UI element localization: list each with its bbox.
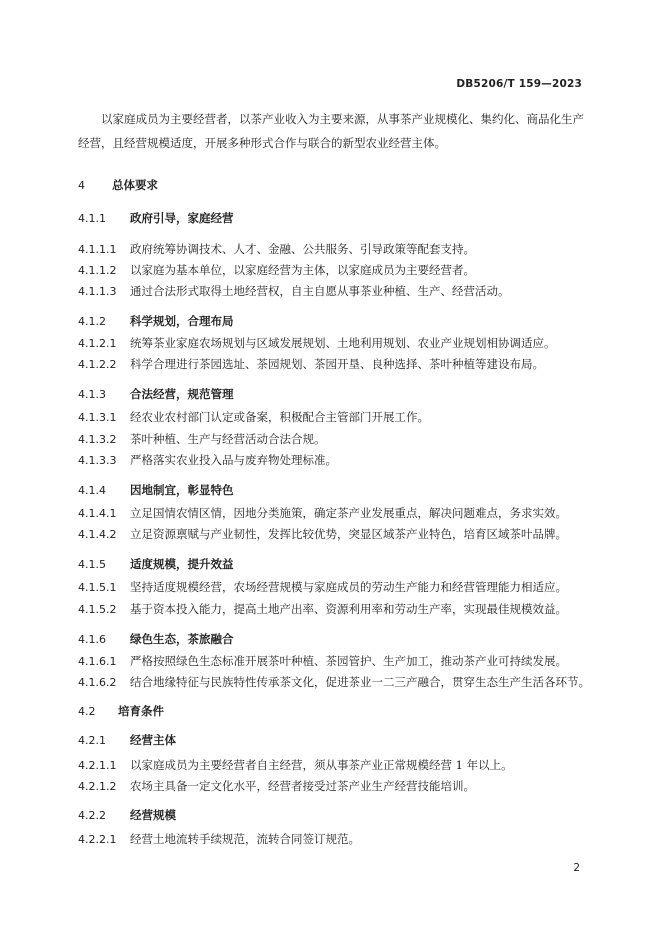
clause-number: 4.1.1.2 bbox=[78, 264, 117, 277]
clause-item bbox=[78, 526, 567, 542]
clause-item bbox=[78, 283, 510, 299]
clause-item bbox=[78, 757, 513, 773]
clause-text: 结合地缘特征与民族特性传承茶文化，促进茶业一二三产融合，贯穿生态生产生活各环节。 bbox=[130, 675, 590, 689]
clause-text: 政府统筹协调技术、人才、金融、公共服务、引导政策等配套支持。 bbox=[130, 242, 475, 256]
clause-text: 严格按照绿色生态标准开展茶叶种植、茶园管护、生产加工，推动茶产业可持续发展。 bbox=[130, 654, 567, 668]
clause-text: 立足国情农情区情，因地分类施策，确定茶产业发展重点，解决问题难点，务求实效。 bbox=[130, 506, 567, 520]
clause-number: 4.1.6.1 bbox=[78, 655, 117, 668]
section-heading bbox=[78, 177, 158, 193]
clause-number: 4.1.5.2 bbox=[78, 603, 117, 616]
clause-number: 4.1.6.2 bbox=[78, 676, 117, 689]
clause-number: 4 bbox=[78, 179, 85, 192]
clause-text: 基于资本投入能力，提高土地产出率、资源利用率和劳动生产率，实现最佳规模效益。 bbox=[130, 602, 567, 616]
clause-item bbox=[78, 601, 567, 617]
heading-text: 因地制宜，彰显特色 bbox=[130, 483, 234, 497]
section-heading bbox=[78, 703, 164, 719]
clause-text: 经营土地流转手续规范，流转合同签订规范。 bbox=[130, 832, 360, 846]
clause-number: 4.2.2 bbox=[78, 809, 106, 822]
clause-number: 4.1.4.1 bbox=[78, 507, 117, 520]
section-heading bbox=[78, 631, 234, 647]
clause-item bbox=[78, 831, 360, 847]
document-code-header: DB5206/T 159—2023 bbox=[456, 78, 582, 90]
clause-item bbox=[78, 241, 475, 257]
clause-number: 4.2.1.1 bbox=[78, 759, 117, 772]
clause-item bbox=[78, 505, 567, 521]
clause-number: 4.1.4.2 bbox=[78, 528, 117, 541]
page-number: 2 bbox=[573, 862, 580, 874]
heading-text: 合法经营，规范管理 bbox=[130, 387, 234, 401]
clause-item bbox=[78, 262, 475, 278]
section-heading bbox=[78, 386, 234, 402]
intro-paragraph: 以家庭成员为主要经营者，以茶产业收入为主要来源，从事茶产业规模化、集约化、商品化生产经营，且经营规模适度，开展多种形式合作与联合的新型农业经营主体。 bbox=[78, 112, 584, 150]
heading-text: 绿色生态，茶旅融合 bbox=[130, 632, 234, 646]
clause-text: 立足资源禀赋与产业韧性，发挥比较优势，突显区域茶产业特色，培育区域茶叶品牌。 bbox=[130, 527, 567, 541]
clause-item bbox=[78, 579, 567, 595]
clause-number: 4.2 bbox=[78, 705, 96, 718]
clause-item bbox=[78, 335, 556, 351]
clause-number: 4.2.1.2 bbox=[78, 780, 117, 793]
clause-number: 4.1.1 bbox=[78, 212, 106, 225]
clause-item bbox=[78, 674, 590, 690]
clause-number: 4.1.3.1 bbox=[78, 411, 117, 424]
section-heading bbox=[78, 807, 176, 823]
clause-text: 农场主具备一定文化水平，经营者接受过茶产业生产经营技能培训。 bbox=[130, 779, 475, 793]
clause-number: 4.1.1.3 bbox=[78, 285, 117, 298]
clause-text: 坚持适度规模经营，农场经营规模与家庭成员的劳动生产能力和经营管理能力相适应。 bbox=[130, 580, 567, 594]
heading-text: 培育条件 bbox=[118, 704, 164, 718]
heading-text: 科学规划，合理布局 bbox=[130, 314, 234, 328]
clause-number: 4.1.5 bbox=[78, 558, 106, 571]
clause-text: 以家庭为基本单位，以家庭经营为主体，以家庭成员为主要经营者。 bbox=[130, 263, 475, 277]
clause-item bbox=[78, 452, 337, 468]
section-heading bbox=[78, 556, 234, 572]
heading-text: 适度规模，提升效益 bbox=[130, 557, 234, 571]
clause-text: 严格落实农业投入品与废弃物处理标准。 bbox=[130, 453, 337, 467]
clause-number: 4.1.3.2 bbox=[78, 433, 117, 446]
clause-number: 4.1.1.1 bbox=[78, 243, 117, 256]
clause-item bbox=[78, 356, 544, 372]
clause-number: 4.1.4 bbox=[78, 484, 106, 497]
heading-text: 经营规模 bbox=[130, 808, 176, 822]
clause-number: 4.1.3 bbox=[78, 388, 106, 401]
clause-text: 经农业农村部门认定或备案，积极配合主管部门开展工作。 bbox=[130, 410, 429, 424]
clause-number: 4.1.6 bbox=[78, 633, 106, 646]
heading-text: 经营主体 bbox=[130, 733, 176, 747]
clause-text: 科学合理进行茶园选址、茶园规划、茶园开垦、良种选择、茶叶种植等建设布局。 bbox=[130, 357, 544, 371]
clause-number: 4.1.2 bbox=[78, 315, 106, 328]
clause-item bbox=[78, 778, 475, 794]
clause-item bbox=[78, 409, 429, 425]
clause-number: 4.1.3.3 bbox=[78, 454, 117, 467]
section-heading bbox=[78, 210, 234, 226]
clause-number: 4.1.5.1 bbox=[78, 581, 117, 594]
section-heading bbox=[78, 482, 234, 498]
clause-text: 统筹茶业家庭农场规划与区域发展规划、土地利用规划、农业产业规划相协调适应。 bbox=[130, 336, 556, 350]
clause-item bbox=[78, 653, 567, 669]
clause-number: 4.2.2.1 bbox=[78, 833, 117, 846]
clause-number: 4.1.2.1 bbox=[78, 337, 117, 350]
clause-number: 4.1.2.2 bbox=[78, 358, 117, 371]
clause-text: 通过合法形式取得土地经营权，自主自愿从事茶业种植、生产、经营活动。 bbox=[130, 284, 510, 298]
heading-text: 总体要求 bbox=[112, 178, 158, 192]
section-heading bbox=[78, 313, 234, 329]
heading-text: 政府引导，家庭经营 bbox=[130, 211, 234, 225]
section-heading bbox=[78, 732, 176, 748]
clause-text: 茶叶种植、生产与经营活动合法合规。 bbox=[130, 432, 326, 446]
clause-item bbox=[78, 431, 326, 447]
clause-text: 以家庭成员为主要经营者自主经营，须从事茶产业正常规模经营 1 年以上。 bbox=[130, 758, 513, 772]
clause-number: 4.2.1 bbox=[78, 734, 106, 747]
